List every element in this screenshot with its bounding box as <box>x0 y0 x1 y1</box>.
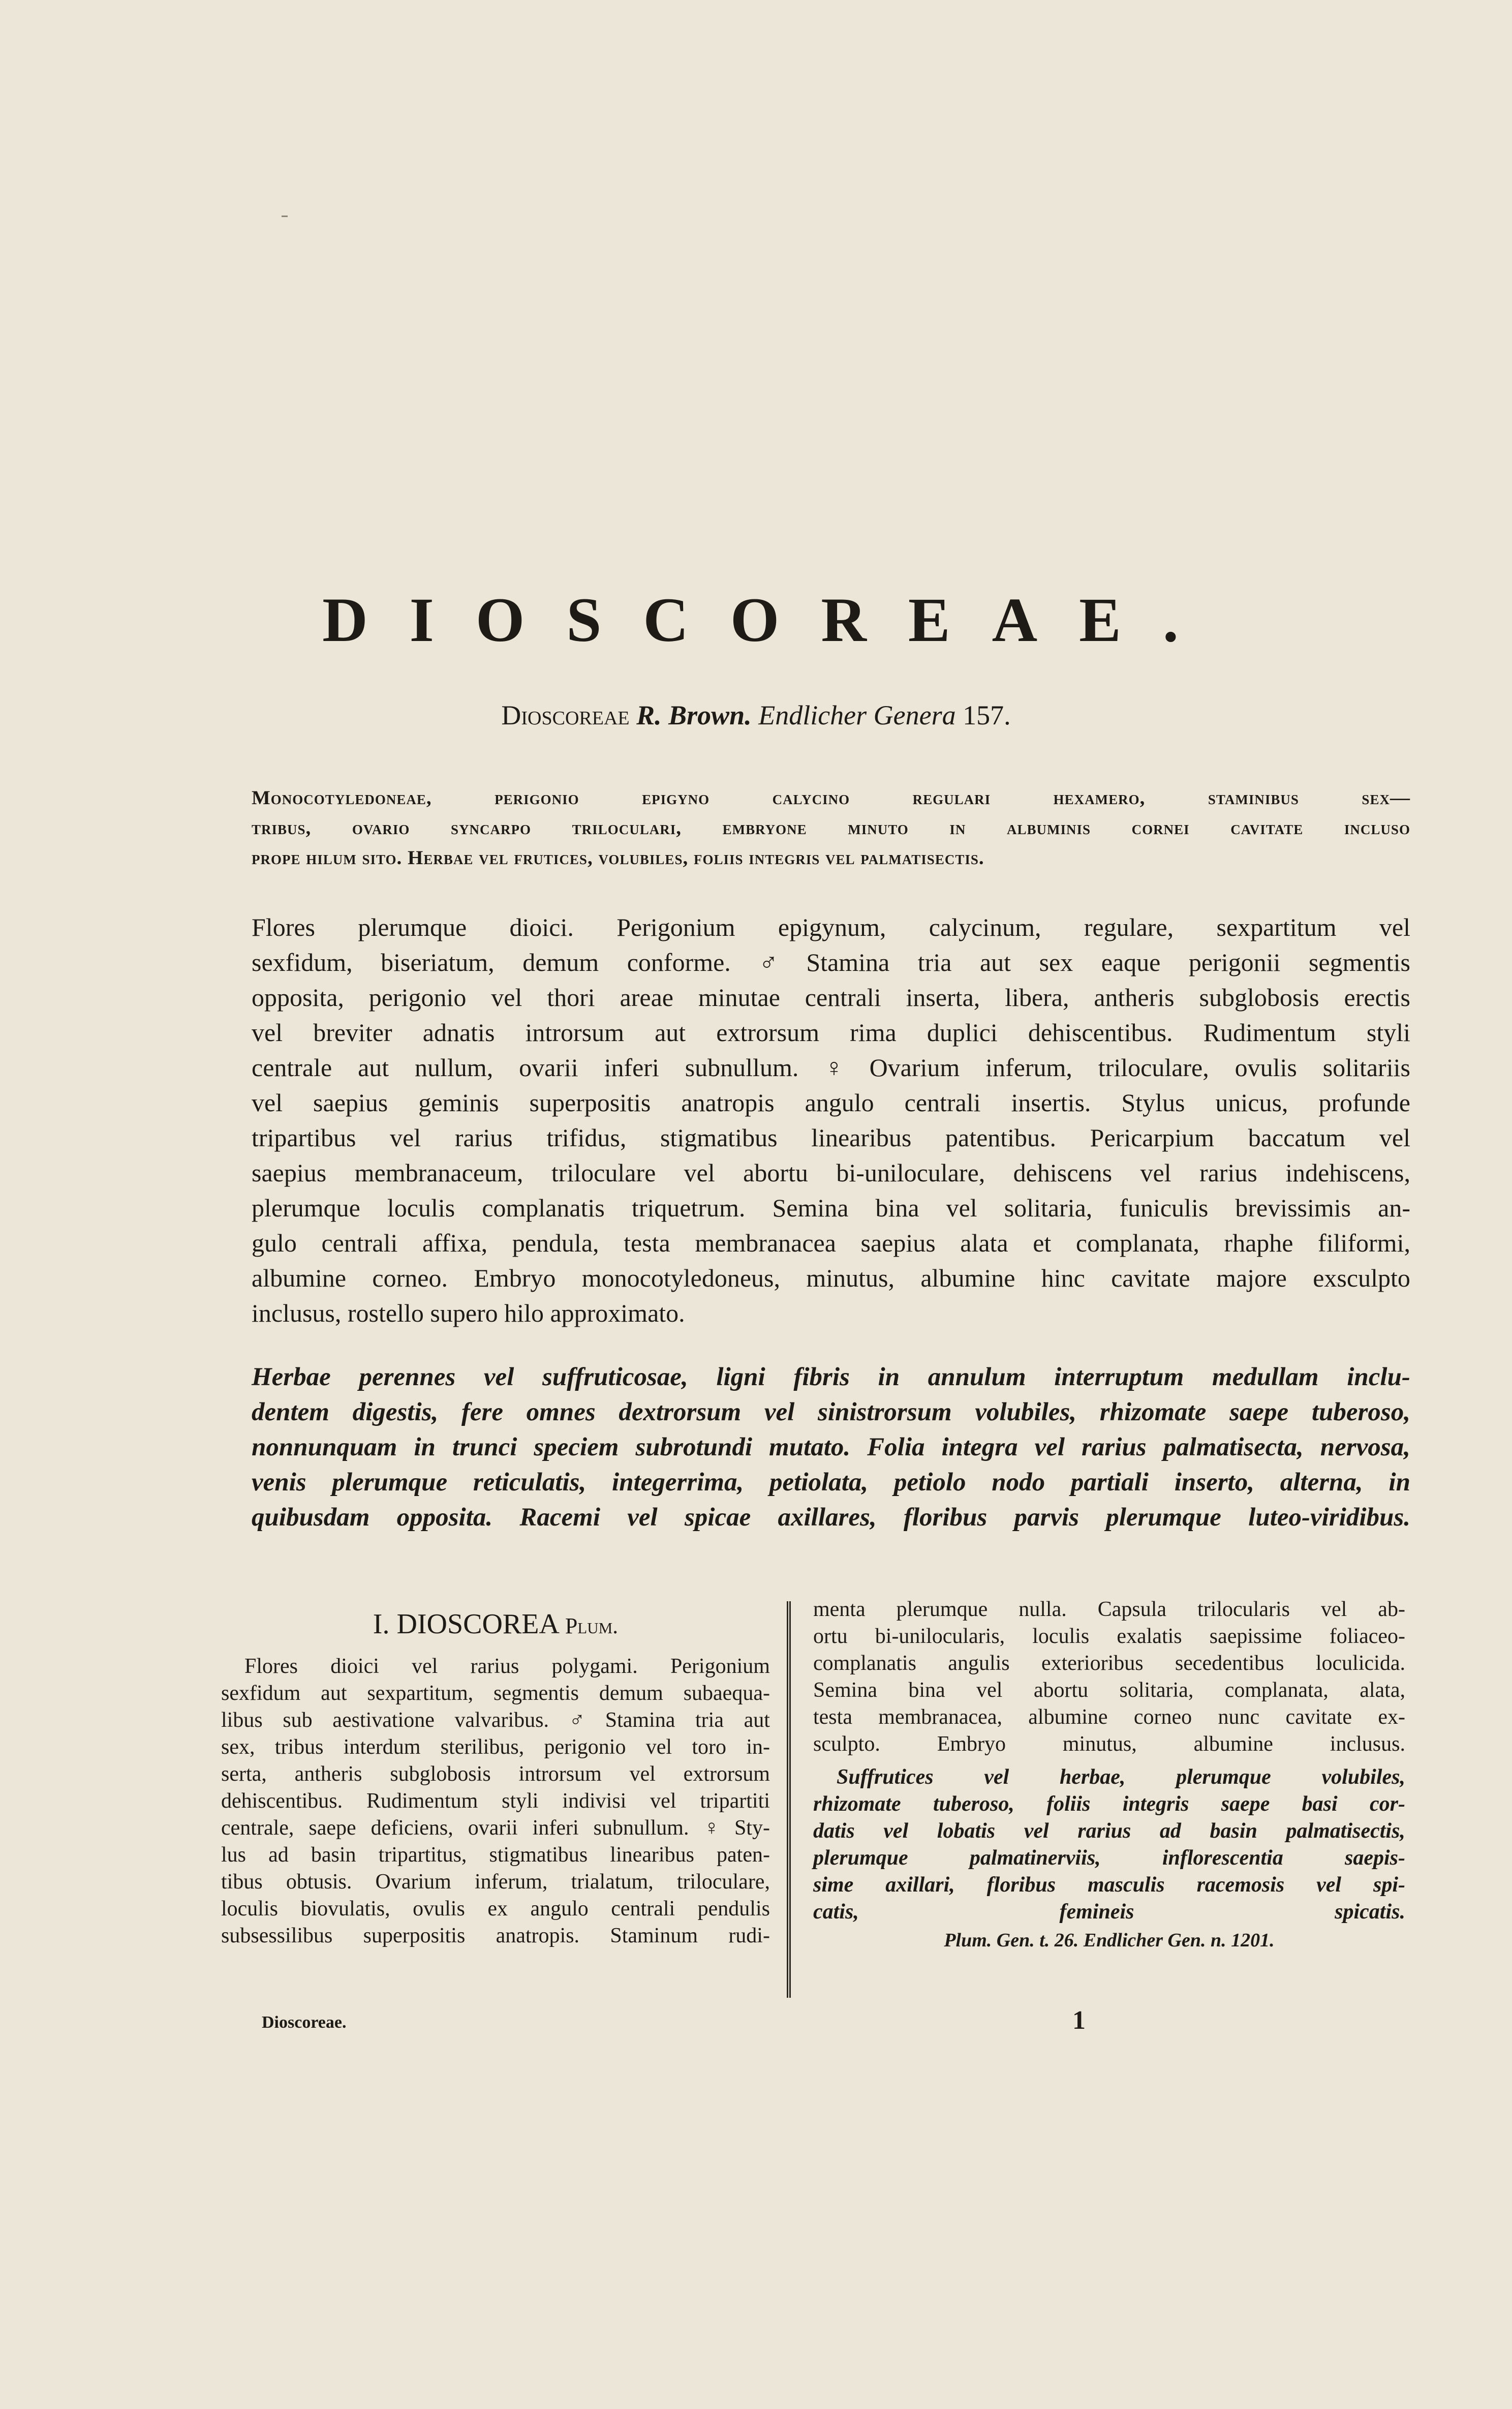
genus-line: serta, antheris subglobosis introrsum vel extrorsum <box>221 1762 770 1786</box>
character-line: Monocotyledoneae, perigonio epigyno calycino regulari hexamero, staminibus sex— <box>252 787 1410 809</box>
description-line: albumine corneo. Embryo monocotyledoneus, minutus, albumine hinc cavitate majore exsculpto <box>252 1264 1410 1292</box>
genus-habit-line: sime axillari, floribus masculis racemosis vel spi- <box>813 1873 1405 1897</box>
signature-mark: Dioscoreae. <box>262 2013 347 2032</box>
genus-line: sculpto. Embryo minutus, albumine inclusus. <box>813 1732 1405 1756</box>
family-author: R. Brown. <box>636 700 752 730</box>
genus-description-left <box>221 1653 770 1949</box>
description-line: tripartibus vel rarius trifidus, stigmatibus linearibus patentibus. Pericarpium baccatum vel <box>252 1123 1410 1152</box>
genus-line: sexfidum aut sexpartitum, segmentis demum subaequa- <box>221 1682 770 1705</box>
page-title: DIOSCOREAE. <box>322 585 1220 655</box>
genus-description-right <box>813 1596 1405 1758</box>
genus-habit-line: rhizomate tuberoso, foliis integris saepe basi cor- <box>813 1792 1405 1816</box>
description-line: sexfidum, biseriatum, demum conforme. ♂ Stamina tria aut sex eaque perigonii segmentis <box>252 948 1410 977</box>
genus-line: complanatis angulis exterioribus secedentibus loculicida. <box>813 1652 1405 1675</box>
family-habit <box>252 1360 1410 1535</box>
habit-line: venis plerumque reticulatis, integerrima, petiolata, petiolo nodo partiali inserto, alterna, in <box>252 1468 1410 1497</box>
family-reference-number: 157. <box>963 700 1011 730</box>
margin-mark <box>282 216 288 217</box>
character-line: tribus, ovario syncarpo triloculari, embryone minuto in albuminis cornei cavitate incluso <box>252 817 1410 839</box>
genus-left-column <box>221 1606 770 1949</box>
character-line: prope hilum sito. Herbae vel frutices, volubiles, foliis integris vel palmatisectis. <box>252 847 984 869</box>
habit-line: dentem digestis, fere omnes dextrorsum vel sinistrorsum volubiles, rhizomate saepe tuberoso, <box>252 1398 1410 1426</box>
genus-line: Flores dioici vel rarius polygami. Perigonium <box>244 1655 770 1678</box>
description-line: inclusus, rostello supero hilo approximato. <box>252 1299 685 1327</box>
genus-line: libus sub aestivatione valvaribus. ♂ Stamina tria aut <box>221 1709 770 1732</box>
description-line: vel breviter adnatis introrsum aut extrorsum rima duplici dehiscentibus. Rudimentum styli <box>252 1018 1410 1047</box>
genus-reference: Plum. Gen. t. 26. Endlicher Gen. n. 1201. <box>944 1930 1275 1951</box>
genus-line: centrale, saepe deficiens, ovarii inferi subnullum. ♀ Sty- <box>221 1816 770 1840</box>
genus-habit-line: datis vel lobatis vel rarius ad basin palmatisectis, <box>813 1819 1405 1843</box>
genus-line: testa membranacea, albumine corneo nunc cavitate ex- <box>813 1705 1405 1729</box>
genus-name: I. DIOSCOREA <box>373 1608 558 1640</box>
genus-habit <box>813 1764 1405 1926</box>
page-number: 1 <box>1072 2006 1086 2035</box>
genus-line: ortu bi-unilocularis, loculis exalatis saepissime foliaceo- <box>813 1625 1405 1648</box>
description-line: saepius membranaceum, triloculare vel abortu bi-uniloculare, dehiscens vel rarius indehiscens, <box>252 1158 1410 1187</box>
habit-line: Herbae perennes vel suffruticosae, ligni fibris in annulum interruptum medullam inclu- <box>252 1363 1410 1391</box>
description-line: Flores plerumque dioici. Perigonium epigynum, calycinum, regulare, sexpartitum vel <box>252 913 1410 941</box>
description-line: opposita, perigonio vel thori areae minutae centrali inserta, libera, antheris subglobosis erectis <box>252 983 1410 1012</box>
genus-line: menta plerumque nulla. Capsula trilocularis vel ab- <box>813 1598 1405 1621</box>
column-divider <box>787 1601 791 1998</box>
family-reference: Endlicher Genera <box>758 700 956 730</box>
genus-line: lus ad basin tripartitus, stigmatibus linearibus paten- <box>221 1843 770 1867</box>
habit-line: quibusdam opposita. Racemi vel spicae axillares, floribus parvis plerumque luteo-viridibus. <box>252 1503 1410 1532</box>
genus-line: Semina bina vel abortu solitaria, complanata, alata, <box>813 1679 1405 1702</box>
description-line: centrale aut nullum, ovarii inferi subnullum. ♀ Ovarium inferum, triloculare, ovulis solitariis <box>252 1053 1410 1082</box>
habit-line: nonnunquam in trunci speciem subrotundi mutato. Folia integra vel rarius palmatisecta, nervosa, <box>252 1433 1410 1461</box>
family-character <box>252 783 1410 873</box>
genus-line: loculis biovulatis, ovulis ex angulo centrali pendulis <box>221 1897 770 1920</box>
genus-line: dehiscentibus. Rudimentum styli indivisi vel tripartiti <box>221 1789 770 1813</box>
description-line: plerumque loculis complanatis triquetrum. Semina bina vel solitaria, funiculis brevissimis an- <box>252 1194 1410 1222</box>
genus-heading <box>221 1606 770 1644</box>
genus-habit-line: plerumque palmatinerviis, inflorescentia saepis- <box>813 1846 1405 1870</box>
family-name: Dioscoreae <box>501 700 630 730</box>
genus-habit-line: Suffrutices vel herbae, plerumque volubiles, <box>837 1765 1405 1789</box>
family-subtitle <box>0 697 1512 733</box>
description-line: gulo centrali affixa, pendula, testa membranacea saepius alata et complanata, rhaphe filiformi, <box>252 1229 1410 1257</box>
genus-author: Plum. <box>565 1613 619 1638</box>
genus-habit-line: catis, femineis spicatis. <box>813 1900 1405 1924</box>
genus-right-column <box>813 1596 1405 1953</box>
genus-line: tibus obtusis. Ovarium inferum, trialatum, triloculare, <box>221 1870 770 1894</box>
family-description <box>252 910 1410 1331</box>
genus-line: subsessilibus superpositis anatropis. Staminum rudi- <box>221 1924 770 1947</box>
genus-line: sex, tribus interdum sterilibus, perigonio vel toro in- <box>221 1735 770 1759</box>
description-line: vel saepius geminis superpositis anatropis angulo centrali insertis. Stylus unicus, profunde <box>252 1088 1410 1117</box>
